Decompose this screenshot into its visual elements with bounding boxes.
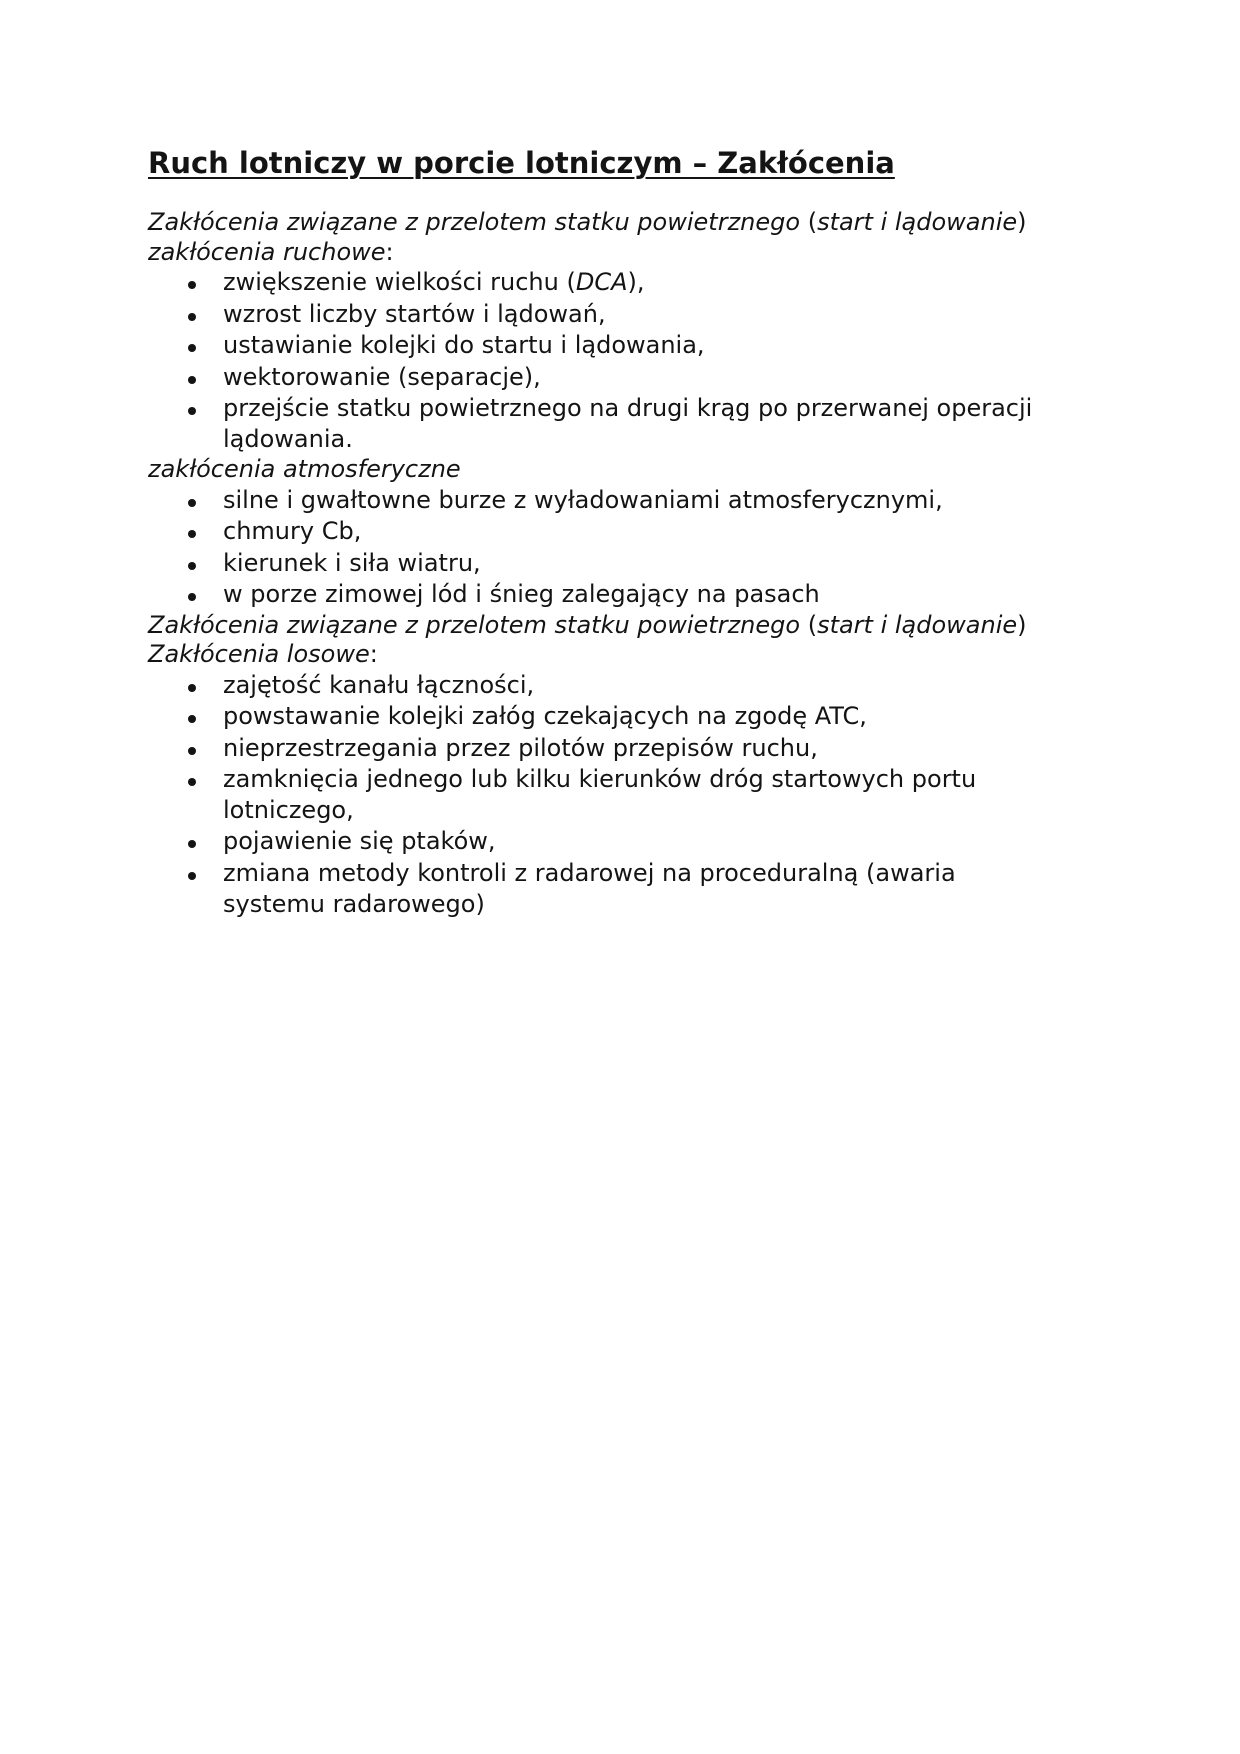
item-text-line1: zamknięcia jednego lub kilku kierunków dróg startowych portu <box>223 765 977 793</box>
bullet-icon <box>188 747 196 755</box>
subheading-italic: zakłócenia ruchowe <box>148 237 386 266</box>
bullet-icon <box>188 499 196 507</box>
list-item <box>148 267 1088 299</box>
list-item <box>148 362 1088 394</box>
bullet-icon <box>188 407 196 415</box>
bullet-icon <box>188 313 196 321</box>
item-text: zwiększenie wielkości ruchu ( <box>223 268 576 296</box>
item-italic: DCA <box>575 268 628 296</box>
bullet-icon <box>188 530 196 538</box>
bullet-icon <box>188 562 196 570</box>
list-item <box>148 764 1088 826</box>
heading-italic-text: Zakłócenia związane z przelotem statku powietrznego <box>148 610 801 639</box>
item-text: pojawienie się ptaków, <box>223 827 496 855</box>
subheading-traffic <box>148 238 1088 268</box>
bullet-icon <box>188 778 196 786</box>
list-item <box>148 330 1088 362</box>
list-item <box>148 670 1088 702</box>
random-disruptions-list <box>148 670 1088 920</box>
list-item <box>148 393 1088 455</box>
item-text: powstawanie kolejki załóg czekających na zgodę ATC, <box>223 702 867 730</box>
subheading-colon: : <box>369 640 378 668</box>
item-text: wektorowanie (separacje), <box>223 362 541 391</box>
subheading-italic: zakłócenia atmosferyczne <box>148 455 461 483</box>
list-item <box>148 299 1088 331</box>
bullet-icon <box>188 872 196 880</box>
heading-paren-open: ( <box>800 208 818 236</box>
list-item <box>148 826 1088 858</box>
bullet-icon <box>188 376 196 384</box>
heading-italic-text: Zakłócenia związane z przelotem statku powietrznego <box>148 208 801 236</box>
list-item <box>148 579 1088 611</box>
item-text: w porze zimowej lód i śnieg zalegający na pasach <box>223 580 820 608</box>
bullet-icon <box>188 593 196 601</box>
item-text: zajętość kanału łączności, <box>223 670 535 699</box>
heading-paren-close: ) <box>1017 610 1027 639</box>
heading-paren-close: ) <box>1017 208 1027 236</box>
section-heading <box>148 208 1088 238</box>
section-heading <box>148 611 1088 641</box>
atmospheric-disruptions-list <box>148 485 1088 611</box>
item-text-line1: zmiana metody kontroli z radarowej na proceduralną (awaria <box>223 858 956 887</box>
item-text-end: ), <box>627 268 645 296</box>
item-text: chmury Cb, <box>223 517 362 545</box>
subheading-atmospheric <box>148 455 1088 485</box>
subheading-colon: : <box>385 237 394 266</box>
heading-italic-note: start i lądowanie <box>817 610 1018 639</box>
item-text: kierunek i siła wiatru, <box>223 548 481 577</box>
subheading-italic: Zakłócenia losowe <box>148 640 370 668</box>
list-item <box>148 516 1088 548</box>
item-text: nieprzestrzegania przez pilotów przepisów ruchu, <box>223 733 818 762</box>
document-title: Ruch lotniczy w porcie lotniczym – Zakłócenia <box>148 146 895 180</box>
item-text-line2: lądowania. <box>223 425 353 453</box>
document-body <box>148 143 1088 920</box>
heading-italic-note: start i lądowanie <box>817 208 1018 236</box>
traffic-disruptions-list <box>148 267 1088 455</box>
item-text-line2: lotniczego, <box>223 796 354 824</box>
bullet-icon <box>188 684 196 692</box>
list-item <box>148 858 1088 920</box>
list-item <box>148 548 1088 580</box>
item-text-line2: systemu radarowego) <box>223 889 485 918</box>
item-text-line1: przejście statku powietrznego na drugi krąg po przerwanej operacji <box>223 394 1033 422</box>
bullet-icon <box>188 281 196 289</box>
bullet-icon <box>188 840 196 848</box>
list-item <box>148 733 1088 765</box>
bullet-icon <box>188 344 196 352</box>
bullet-icon <box>188 715 196 723</box>
subheading-random <box>148 640 1088 670</box>
list-item <box>148 485 1088 517</box>
heading-paren-open: ( <box>800 610 818 639</box>
list-item <box>148 701 1088 733</box>
item-text: silne i gwałtowne burze z wyładowaniami atmosferycznymi, <box>223 485 943 514</box>
item-text: wzrost liczby startów i lądowań, <box>223 299 606 328</box>
item-text: ustawianie kolejki do startu i lądowania, <box>223 331 705 359</box>
